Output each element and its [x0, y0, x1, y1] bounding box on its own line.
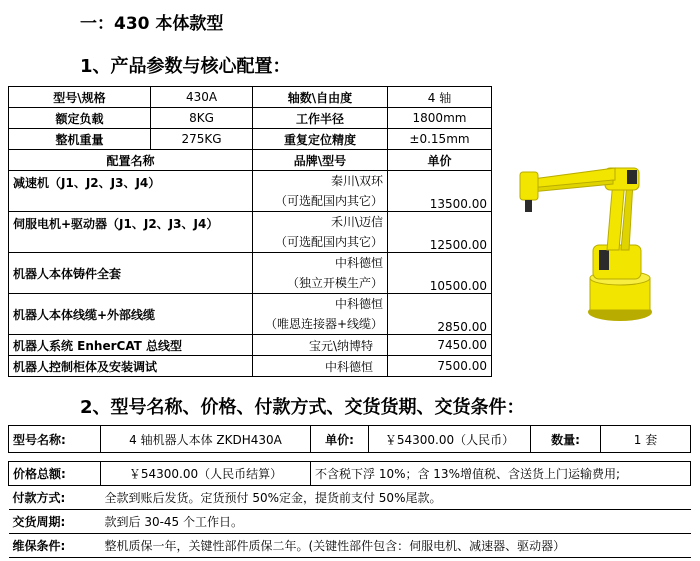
unit-price-value: ￥54300.00（人民币） — [369, 426, 531, 453]
order-row — [9, 426, 691, 453]
robot-motor — [599, 250, 609, 270]
robot-elbow-motor — [627, 170, 637, 184]
model-value: 4 轴机器人本体 ZKDH430A — [101, 426, 311, 453]
config-item-price: 12500.00 — [388, 212, 492, 253]
spec-row — [9, 87, 492, 108]
spec-value: 275KG — [151, 129, 253, 150]
config-item-brand: 中科德恒 — [253, 356, 388, 377]
spec-label: 整机重量 — [9, 129, 151, 150]
total-value: ￥54300.00（人民币结算） — [101, 462, 311, 486]
warranty-label: 维保条件: — [9, 534, 101, 558]
config-header-row — [9, 150, 492, 171]
config-item-price: 7450.00 — [388, 335, 492, 356]
order-table — [8, 425, 691, 453]
config-row — [9, 356, 492, 377]
config-item-price: 2850.00 — [388, 294, 492, 335]
spec-value: 4 轴 — [388, 87, 492, 108]
qty-label: 数量: — [531, 426, 601, 453]
spec-label: 工作半径 — [253, 108, 388, 129]
config-header-name: 配置名称 — [9, 150, 253, 171]
config-item-name: 伺服电机+驱动器（J1、J2、J3、J4） — [9, 212, 253, 253]
config-row — [9, 212, 492, 253]
terms-row — [9, 486, 691, 510]
spec-row — [9, 129, 492, 150]
qty-value: 1 套 — [601, 426, 691, 453]
config-row — [9, 171, 492, 212]
brand-note: （唯恩连接器+线缆） — [264, 317, 383, 331]
spec-value: 1800mm — [388, 108, 492, 129]
brand-note: （独立开模生产） — [286, 276, 383, 290]
subtitle-order: 2、型号名称、价格、付款方式、交货货期、交货条件： — [80, 397, 525, 418]
terms-row — [9, 462, 691, 486]
config-header-brand: 品牌\型号 — [253, 150, 388, 171]
brand-name: 秦川\双环 — [330, 174, 383, 188]
spec-label: 型号\规格 — [9, 87, 151, 108]
brand-note: （可选配国内其它） — [274, 235, 383, 249]
total-label: 价格总额: — [9, 462, 101, 486]
config-item-brand — [253, 212, 388, 253]
config-row — [9, 294, 492, 335]
brand-name: 中科德恒 — [334, 256, 383, 270]
config-item-brand — [253, 171, 388, 212]
delivery-value: 款到后 30-45 个工作日。 — [101, 510, 691, 534]
robot-arm-image — [515, 150, 665, 325]
payment-value: 全款到账后发货。定货预付 50%定金，提货前支付 50%尾款。 — [101, 486, 691, 510]
config-item-brand — [253, 253, 388, 294]
config-item-name: 机器人本体铸件全套 — [9, 253, 253, 294]
config-item-name: 减速机（J1、J2、J3、J4） — [9, 171, 253, 212]
spec-label: 重复定位精度 — [253, 129, 388, 150]
terms-table — [8, 461, 691, 558]
brand-note: （可选配国内其它） — [274, 194, 383, 208]
robot-wrist — [520, 172, 538, 200]
spec-value: 430A — [151, 87, 253, 108]
config-item-name: 机器人本体线缆+外部线缆 — [9, 294, 253, 335]
brand-name: 中科德恒 — [334, 297, 383, 311]
subtitle-params: 1、产品参数与核心配置： — [80, 56, 291, 77]
config-item-price: 13500.00 — [388, 171, 492, 212]
spec-config-table — [8, 86, 492, 377]
config-item-name: 机器人系统 EnherCAT 总线型 — [9, 335, 253, 356]
config-item-brand — [253, 294, 388, 335]
robot-flange — [525, 200, 532, 212]
spec-row — [9, 108, 492, 129]
section-title: 一：430 本体款型 — [80, 14, 224, 34]
spec-value: 8KG — [151, 108, 253, 129]
config-row — [9, 253, 492, 294]
spec-value: ±0.15mm — [388, 129, 492, 150]
terms-row — [9, 534, 691, 558]
config-item-price: 10500.00 — [388, 253, 492, 294]
unit-price-label: 单价: — [311, 426, 369, 453]
brand-name: 禾川\迈信 — [330, 215, 383, 229]
config-row — [9, 335, 492, 356]
total-note: 不含税下浮 10%；含 13%增值税、含送货上门运输费用; — [311, 462, 691, 486]
payment-label: 付款方式: — [9, 486, 101, 510]
warranty-value: 整机质保一年，关键性部件质保二年。(关键性部件包含：伺服电机、减速器、驱动器） — [101, 534, 691, 558]
model-label: 型号名称: — [9, 426, 101, 453]
spec-label: 额定负载 — [9, 108, 151, 129]
config-item-price: 7500.00 — [388, 356, 492, 377]
config-item-brand: 宝元\纳博特 — [253, 335, 388, 356]
spec-label: 轴数\自由度 — [253, 87, 388, 108]
delivery-label: 交货周期: — [9, 510, 101, 534]
config-header-price: 单价 — [388, 150, 492, 171]
terms-row — [9, 510, 691, 534]
config-item-name: 机器人控制柜体及安装调试 — [9, 356, 253, 377]
